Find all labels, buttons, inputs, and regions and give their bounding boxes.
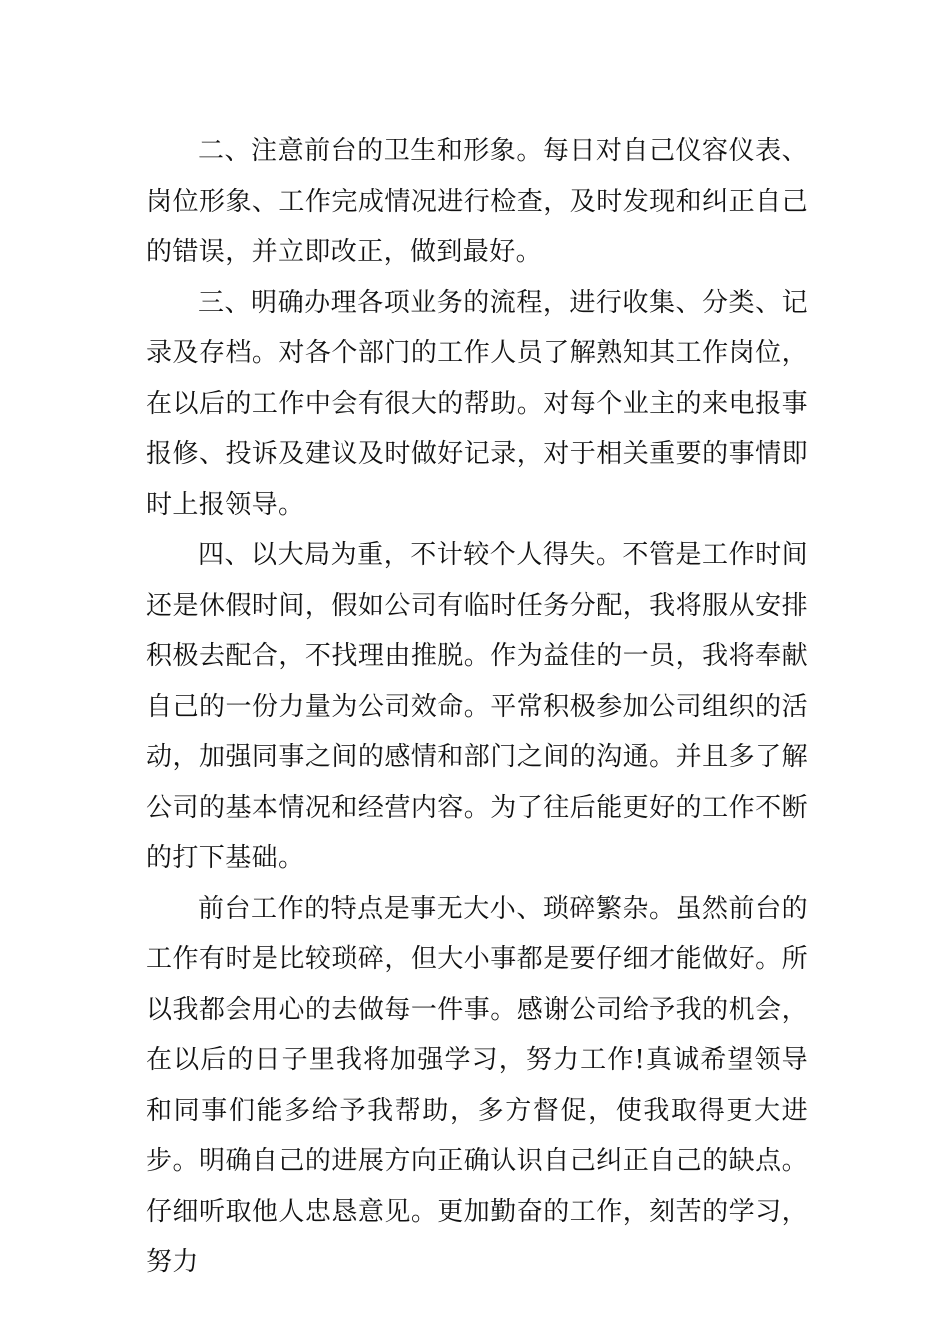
paragraph-overall-interest: 四、以大局为重，不计较个人得失。不管是工作时间还是休假时间，假如公司有临时任务分配，我将服从安排积极去配合，不找理由推脱。作为益佳的一员，我将奉献自己的一份力量为公司效命。平常积极参加公司组织的活动，加强同事之间的感情和部门之间的沟通。并且多了解公司的基本情况和经营内容。为了往后能更好的工作不断的打下基础。: [146, 540, 808, 873]
paragraph-business-process: 三、明确办理各项业务的流程，进行收集、分类、记录及存档。对各个部门的工作人员了解熟知其工作岗位，在以后的工作中会有很大的帮助。对每个业主的来电报事报修、投诉及建议及时做好记录，对于相关重要的事情即时上报领导。: [146, 287, 808, 520]
document-body: [146, 126, 808, 1288]
paragraph-hygiene-image: 二、注意前台的卫生和形象。每日对自己仪容仪表、岗位形象、工作完成情况进行检查，及时发现和纠正自己的错误，并立即改正，做到最好。: [146, 136, 808, 267]
paragraph-front-desk-summary: 前台工作的特点是事无大小、琐碎繁杂。虽然前台的工作有时是比较琐碎，但大小事都是要仔细才能做好。所以我都会用心的去做每一件事。感谢公司给予我的机会，在以后的日子里我将加强学习，努力工作!真诚希望领导和同事们能多给予我帮助，多方督促，使我取得更大进步。明确自己的进展方向正确认识自己纠正自己的缺点。仔细听取他人忠恳意见。更加勤奋的工作，刻苦的学习，努力: [146, 893, 808, 1277]
